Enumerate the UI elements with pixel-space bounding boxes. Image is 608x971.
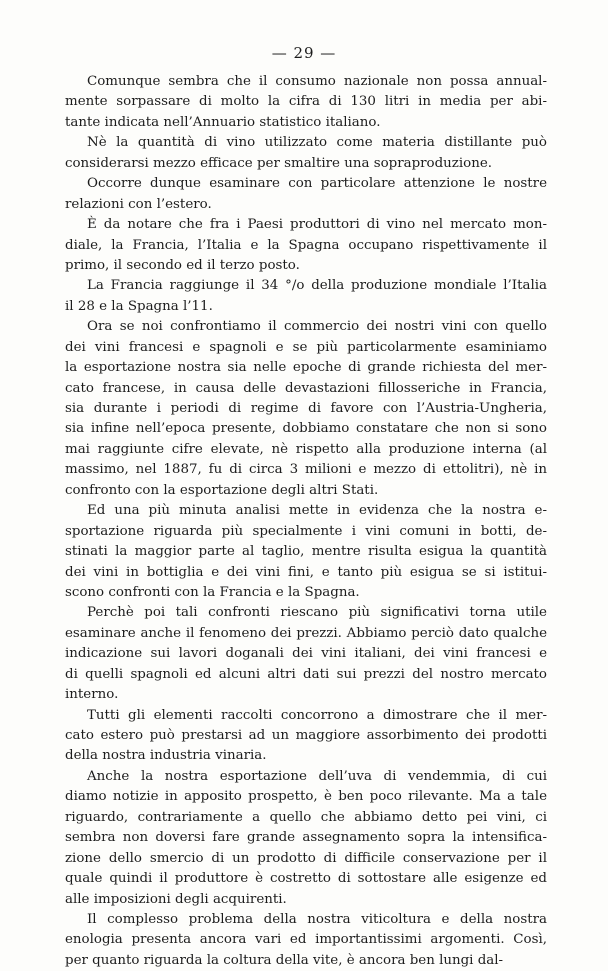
paragraph [65,215,547,276]
text-line: enologia presenta ancora vari ed importantissimi argomenti. Così, [65,932,547,948]
text-line: il 28 e la Spagna l’11. [65,298,213,314]
text-line: interno. [65,687,119,703]
text-line: scono confronti con la Francia e la Spagna. [65,584,360,600]
text-line: alle imposizioni degli acquirenti. [65,891,287,907]
paragraph [65,501,547,603]
text-line: indicazione sui lavori doganali dei vini italiani, dei vini francesi e [65,646,547,662]
text-line: sia infine nell’epoca presente, dobbiamo constatare che non si sono [65,421,547,437]
paragraph [65,72,547,133]
text-line: sia durante i periodi di regime di favore con l’Austria-Ungheria, [65,401,547,416]
text-line: massimo, nel 1887, fu di circa 3 milioni e mezzo di ettolitri), nè in [65,462,547,478]
paragraph [65,767,547,910]
text-line: di quelli spagnoli ed alcuni altri dati sui prezzi del nostro mercato [65,666,547,682]
text-line: tante indicata nell’Annuario statistico italiano. [65,114,381,130]
text-line: Occorre dunque esaminare con particolare attenzione le nostre [87,176,547,192]
text-line: mente sorpassare di molto la cifra di 130 litri in media per abi- [65,94,547,110]
text-line: diale, la Francia, l’Italia e la Spagna occupano rispettivamente il [65,237,547,253]
text-line: dei vini in bottiglia e dei vini fini, e tanto più esigua se si istitui- [65,564,547,580]
text-line: esaminare anche il fenomeno dei prezzi. Abbiamo perciò dato qualche [65,625,547,641]
text-line: sembra non doversi fare grande assegnamento sopra la intensifica- [65,830,547,846]
text-line: sportazione riguarda più specialmente i vini comuni in botti, de- [65,523,547,539]
paragraph [65,133,547,174]
text-line: Ed una più minuta analisi mette in evidenza che la nostra e- [87,503,547,519]
text-line: La Francia raggiunge il 34 °/o della produzione mondiale l’Italia [87,278,547,294]
paragraph [65,317,547,501]
text-line: dei vini francesi e spagnoli e se più particolarmente esaminiamo [65,339,547,355]
text-line: cato estero può prestarsi ad un maggiore assorbimento dei prodotti [65,728,547,743]
text-line: mai raggiunte cifre elevate, nè rispetto alla produzione interna (al [65,441,547,457]
paragraph [65,276,547,317]
text-line: la esportazione nostra sia nelle epoche di grande richiesta del mer- [65,360,547,376]
text-line: stinati la maggior parte al taglio, mentre risulta esigua la quantità [65,544,547,560]
text-line: Tutti gli elementi raccolti concorrono a dimostrare che il mer- [87,707,547,723]
paragraph [65,706,547,767]
text-line: confronto con la esportazione degli altri Stati. [65,482,379,498]
text-line: riguardo, contrariamente a quello che abbiamo detto pei vini, ci [65,809,547,825]
text-line: Perchè poi tali confronti riescano più significativi torna utile [87,605,547,621]
paragraph [65,603,547,705]
paragraph [65,910,547,971]
text-line: Nè la quantità di vino utilizzato come materia distillante può [87,135,547,151]
text-line: Comunque sembra che il consumo nazionale non possa annual- [87,74,547,89]
text-line: primo, il secondo ed il terzo posto. [65,257,300,273]
text-line: relazioni con l’estero. [65,196,212,212]
text-line: Il complesso problema della nostra viticoltura e della nostra [87,911,547,927]
text-line: È da notare che fra i Paesi produttori di vino nel mercato mon- [87,217,547,233]
text-line: considerarsi mezzo efficace per smaltire una sopraproduzione. [65,155,493,171]
text-line: Anche la nostra esportazione dell’uva di vendemmia, di cui [87,768,547,784]
text-line: zione dello smercio di un prodotto di difficile conservazione per il [65,850,547,866]
text-line: diamo notizie in apposito prospetto, è ben poco rilevante. Ma a tale [65,789,547,805]
text-line: Ora se noi confrontiamo il commercio dei nostri vini con quello [87,319,547,335]
text-line: quale quindi il produttore è costretto di sottostare alle esigenze ed [65,871,547,887]
page-number-header: — 29 — [271,44,337,62]
body-text [65,72,547,971]
text-line: per quanto riguarda la coltura della vite, è ancora ben lungi dal- [65,952,504,968]
text-line: cato francese, in causa delle devastazioni fillosseriche in Francia, [65,380,547,396]
text-line: della nostra industria vinaria. [65,748,267,764]
paragraph [65,174,547,215]
